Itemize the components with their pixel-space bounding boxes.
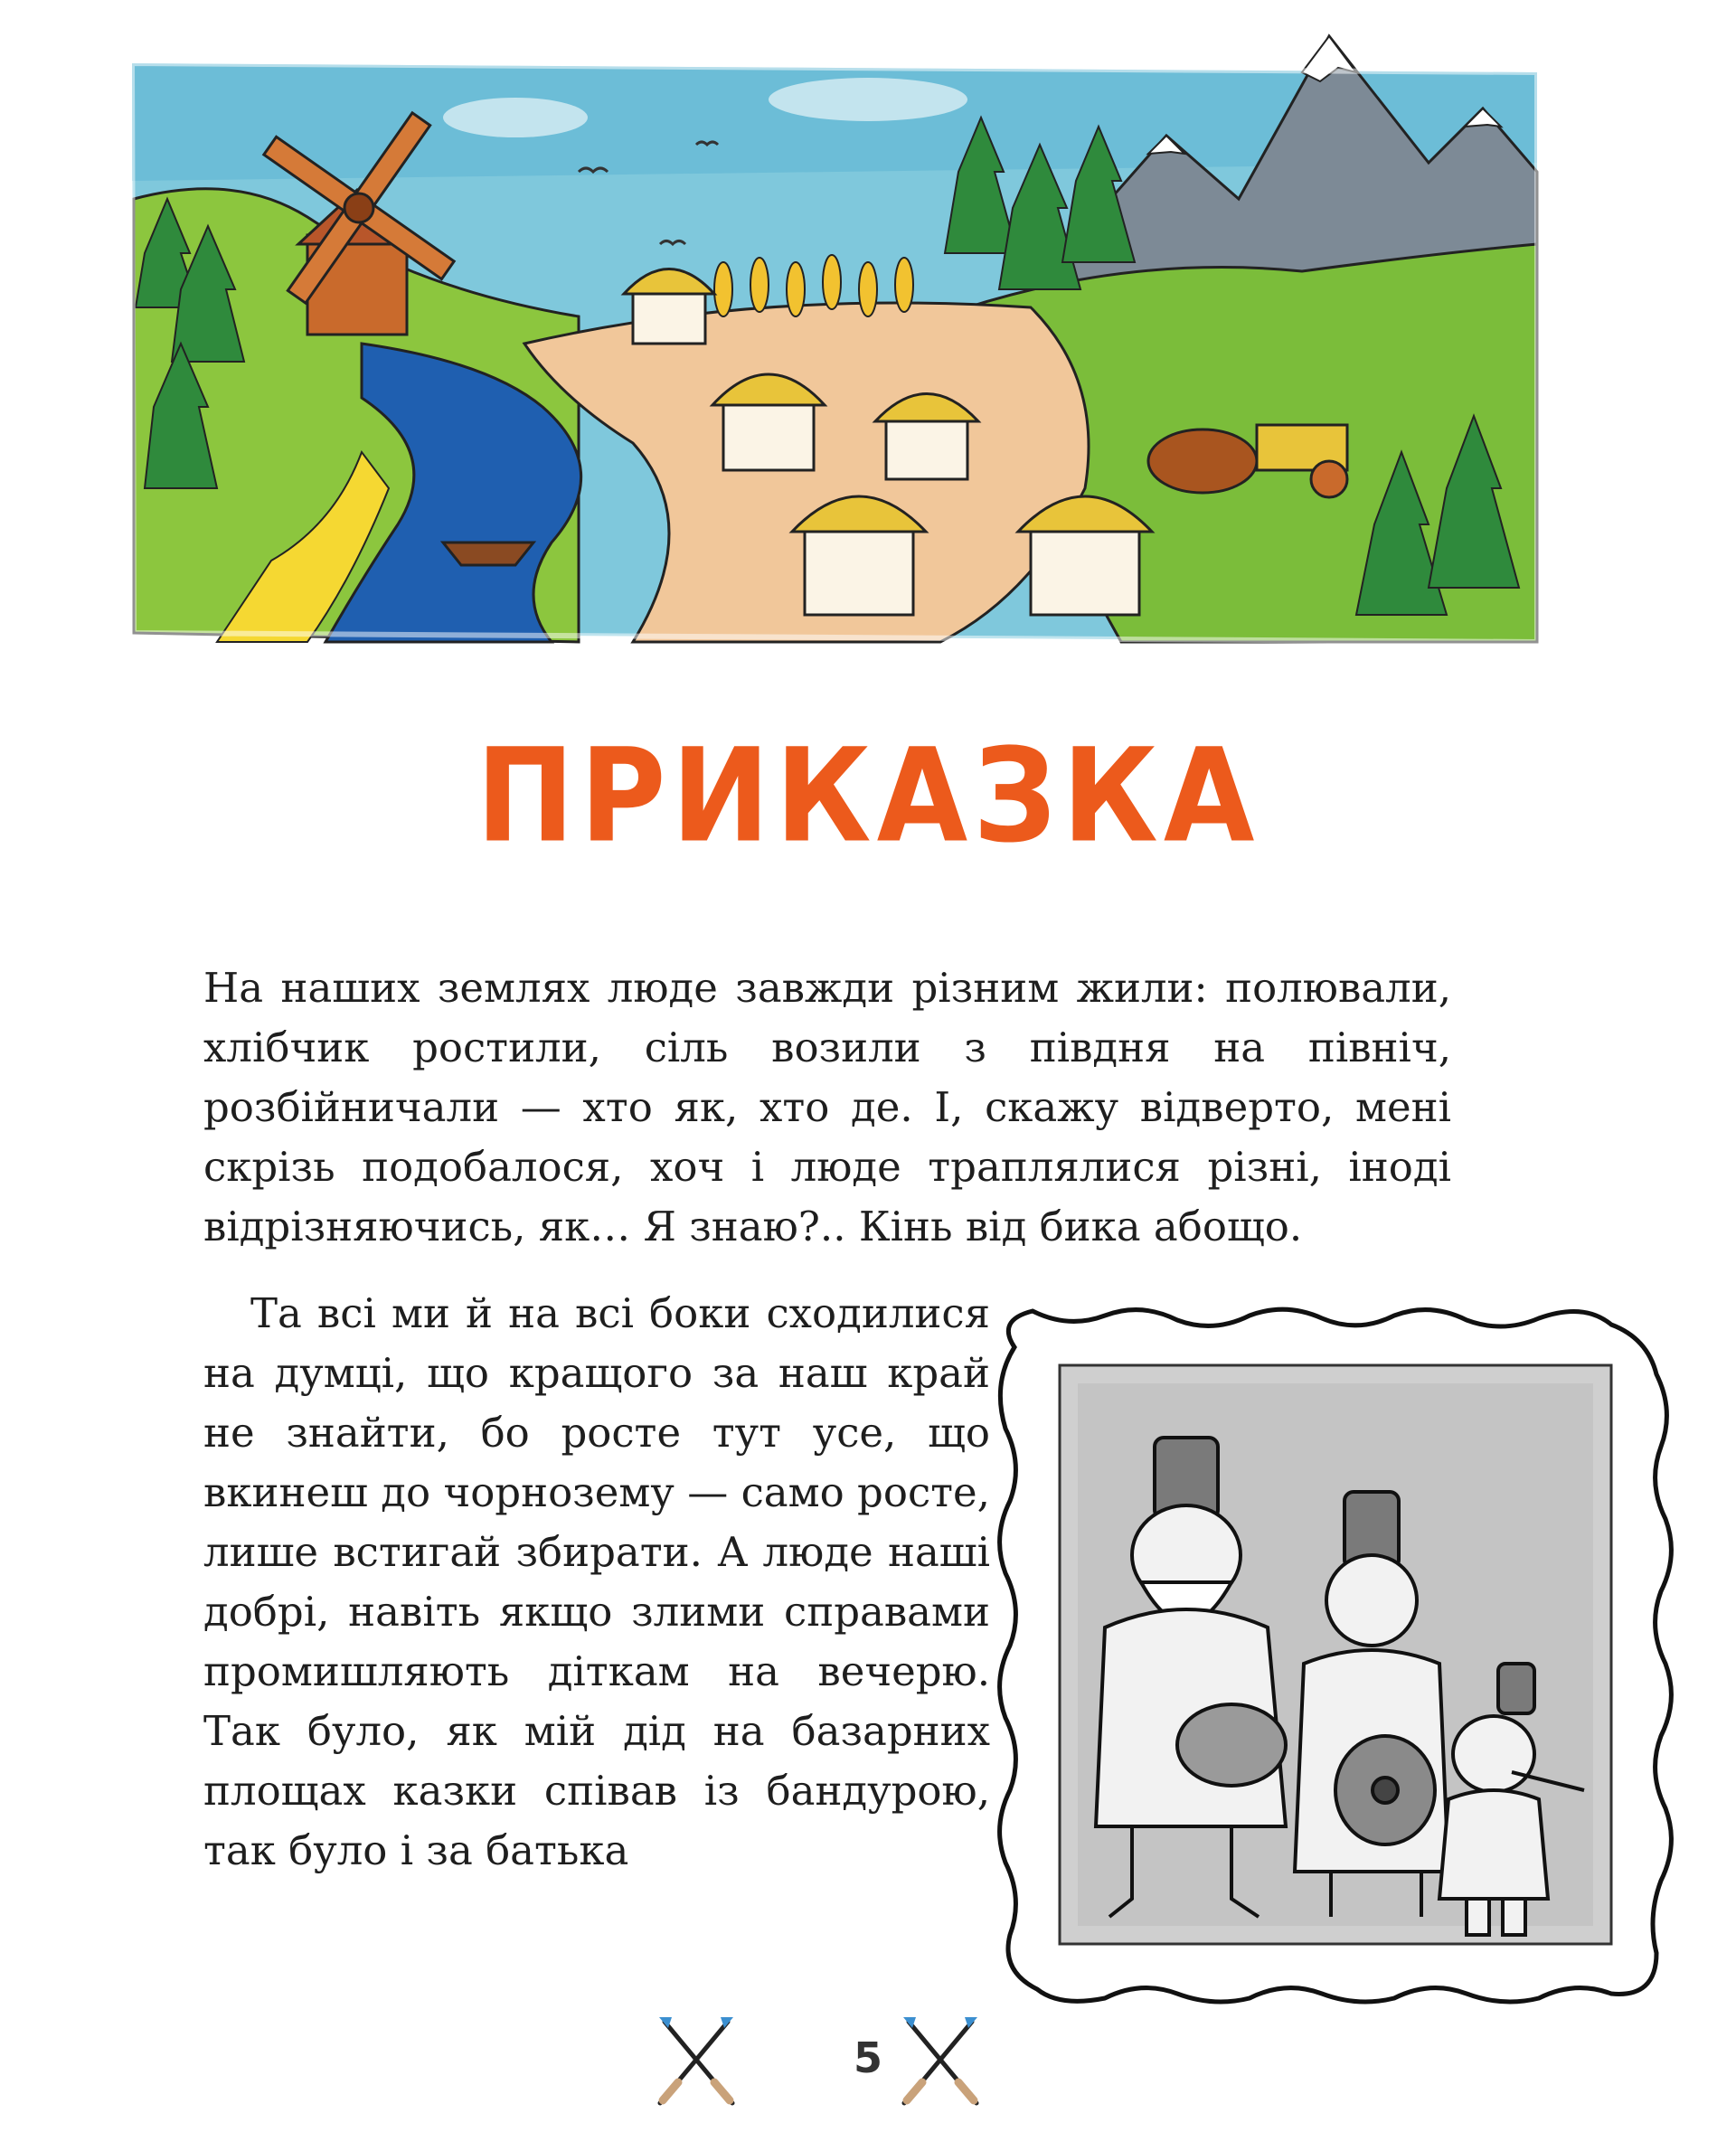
page-footer (0, 2003, 1736, 2120)
crossed-swords-icon (891, 2008, 990, 2112)
paragraph-1: На наших землях люде завжди різним жили: полювали, хлібчик ростили, сіль возили з півдня на північ, розбійничали — хто як, хто де. І, скажу відверто, мені скрізь подобалося, хоч і люде траплялися різні, іноді відрізняючись, як… Я знаю?.. Кінь від бика абощо. (203, 964, 1451, 1250)
page-number: 5 (853, 2033, 882, 2082)
musicians-illustration (960, 1284, 1702, 2025)
page-title: ПРИКАЗКА (476, 720, 1260, 872)
village-illustration (127, 18, 1555, 651)
paragraph-2: Та всі ми й на всі боки сходилися на думці, що кращого за наш край не знайти, бо росте тут усе, що вкинеш до чорнозему — само росте, лише встигай збирати. А люде наші добрі, навіть якщо злими справами промишляють діткам на вечерю. Так було, як мій дід на базарних площах казки співав із бандурою, так було і за батька (203, 1289, 990, 1874)
